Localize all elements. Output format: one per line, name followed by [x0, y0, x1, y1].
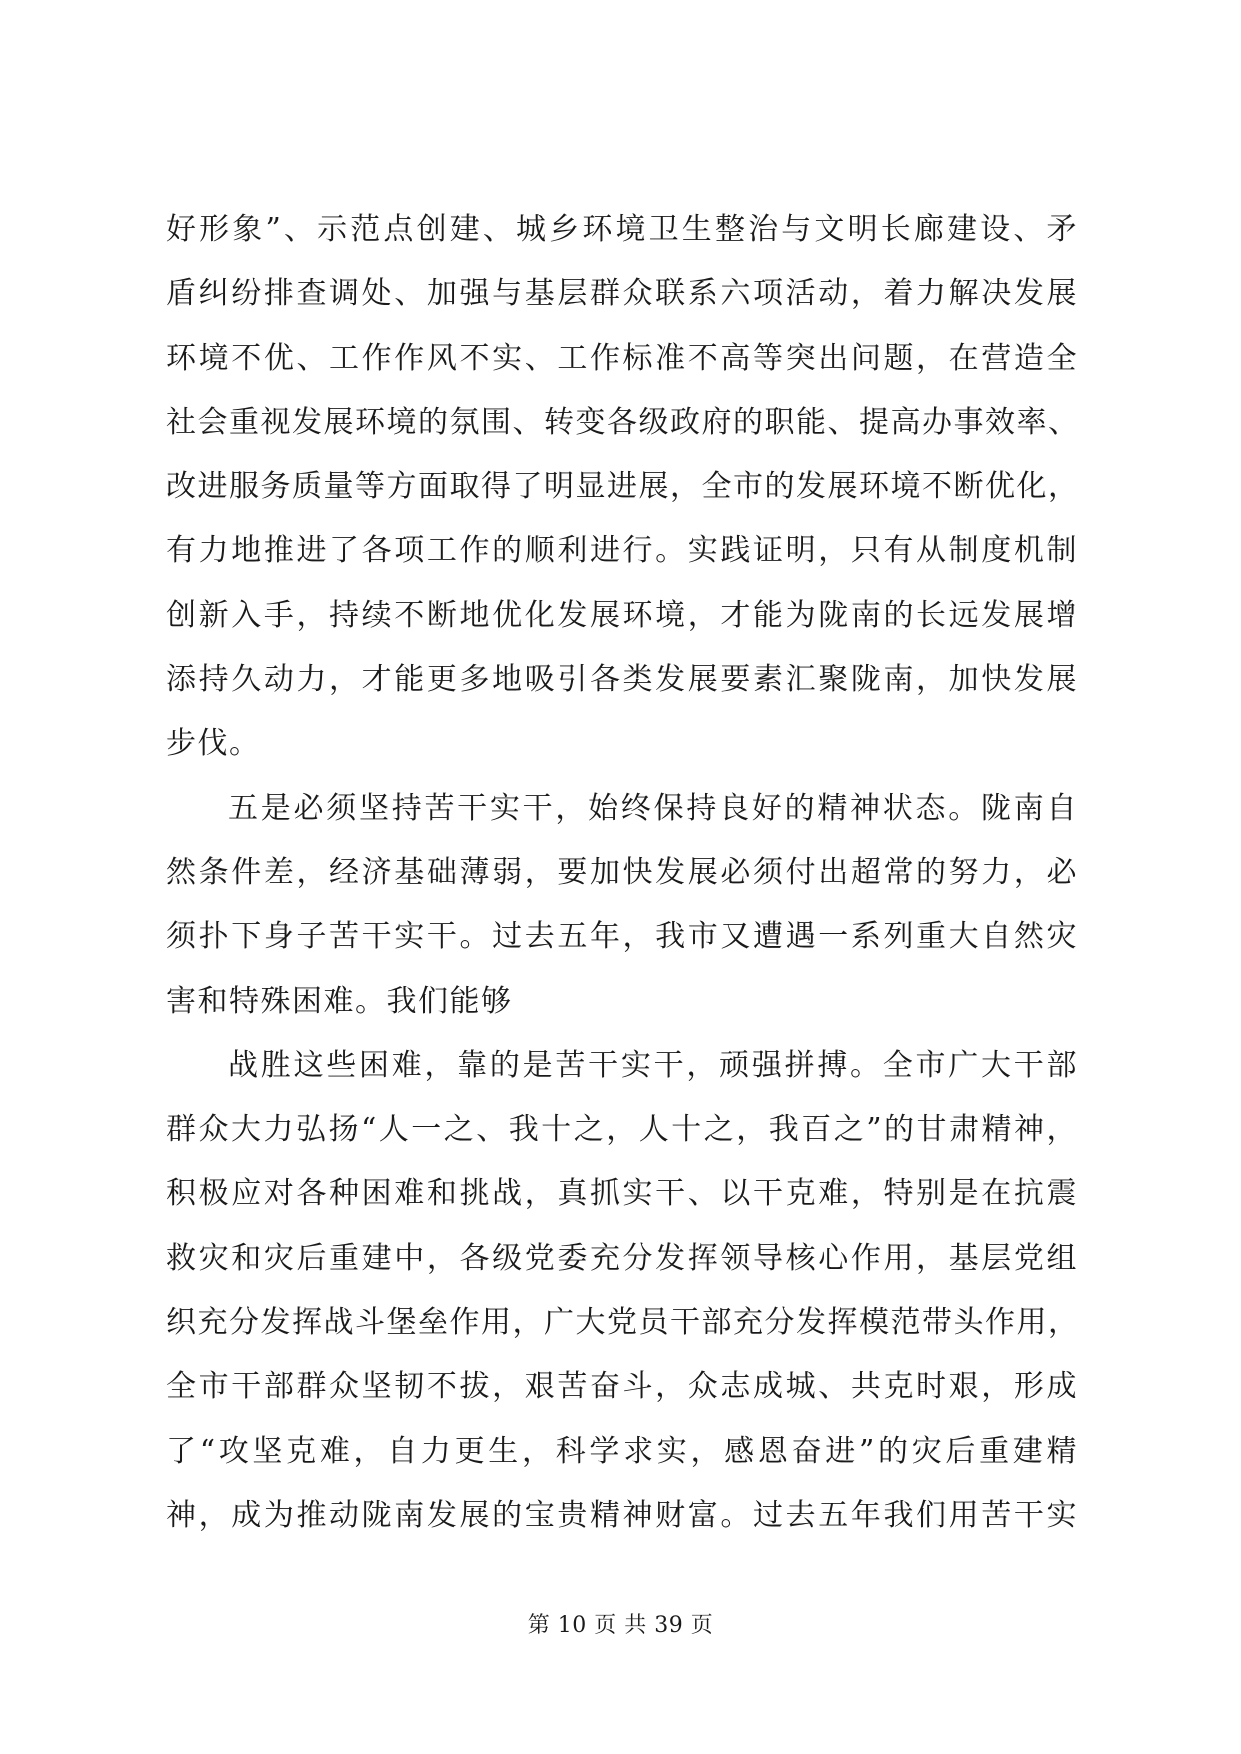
text-line: 盾纠纷排查调处、加强与基层群众联系六项活动，着力解决发展: [166, 276, 1078, 312]
text-line: 添持久动力，才能更多地吸引各类发展要素汇聚陇南，加快发展: [166, 662, 1078, 698]
body-text: [166, 198, 1078, 1548]
text-line: 环境不优、工作作风不实、工作标准不高等突出问题，在营造全: [166, 340, 1078, 376]
page-footer: 第 10 页 共 39 页: [527, 1613, 714, 1638]
text-line: 有力地推进了各项工作的顺利进行。实践证明，只有从制度机制: [166, 533, 1078, 569]
text-line: 五是必须坚持苦干实干，始终保持良好的精神状态。陇南自: [228, 790, 1078, 826]
text-line: 积极应对各种困难和挑战，真抓实干、以干克难，特别是在抗震: [166, 1176, 1078, 1212]
text-line: 社会重视发展环境的氛围、转变各级政府的职能、提高办事效率、: [166, 404, 1080, 440]
text-line: 神，成为推动陇南发展的宝贵精神财富。过去五年我们用苦干实: [166, 1497, 1078, 1533]
text-line: 织充分发挥战斗堡垒作用，广大党员干部充分发挥模范带头作用，: [166, 1305, 1080, 1341]
text-line: 全市干部群众坚韧不拔，艰苦奋斗，众志成城、共克时艰，形成: [166, 1369, 1078, 1405]
text-line: 步伐。: [166, 726, 261, 762]
text-line: 好形象”、示范点创建、城乡环境卫生整治与文明长廊建设、矛: [166, 212, 1078, 247]
text-line: 战胜这些困难，靠的是苦干实干，顽强拼搏。全市广大干部: [228, 1047, 1078, 1083]
text-line: 改进服务质量等方面取得了明显进展，全市的发展环境不断优化，: [166, 469, 1080, 505]
text-line: 群众大力弘扬“人一之、我十之，人十之，我百之”的甘肃精神，: [166, 1112, 1078, 1148]
text-line: 救灾和灾后重建中，各级党委充分发挥领导核心作用，基层党组: [166, 1240, 1078, 1276]
text-line: 须扑下身子苦干实干。过去五年，我市又遭遇一系列重大自然灾: [166, 919, 1078, 955]
text-line: 了“攻坚克难，自力更生，科学求实，感恩奋进”的灾后重建精: [166, 1433, 1078, 1469]
text-line: 然条件差，经济基础薄弱，要加快发展必须付出超常的努力，必: [166, 854, 1078, 890]
text-line: 害和特殊困难。我们能够: [166, 983, 513, 1019]
text-line: 创新入手，持续不断地优化发展环境，才能为陇南的长远发展增: [166, 597, 1078, 633]
